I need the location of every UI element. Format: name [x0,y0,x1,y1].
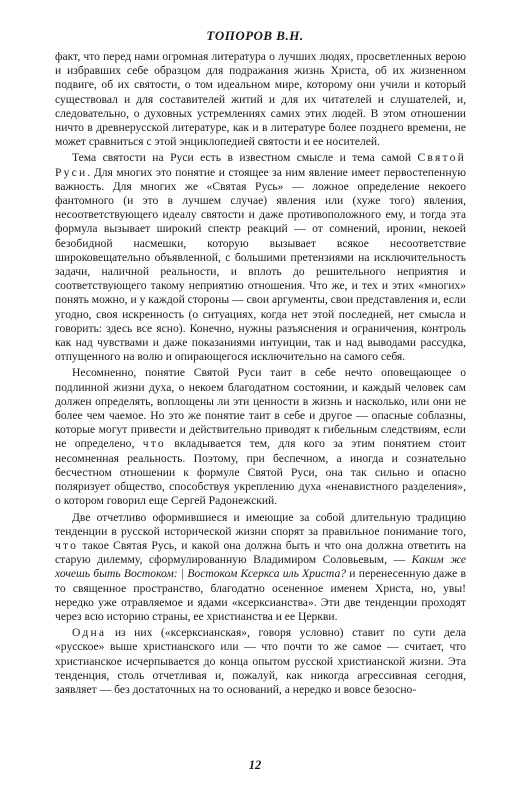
spaced-emphasis-chto-2: что [55,538,79,552]
paragraph-2-text-a: Тема святости на Руси есть в известном смысле и тема самой [72,151,418,165]
paragraph-3-text-b: вкладывается тем, для кого за этим понятием стоит несомненная реальность. Поэтому, при беспечном, а иногда и сознательно бесчестном отношении к формуле Святой Руси, она так сильно и опасно поляризует общество, способствуя укреплению духа «ненавистного разделения», о котором говорил еще Сергей Радонежский. [55,437,466,508]
spaced-emphasis-holy-rus: Святой Руси [55,151,466,179]
solovyov-quote: Каким же хочешь быть Востоком: | Востоком Ксеркса иль Христа? [55,553,466,581]
paragraph-4-text-a: Две отчетливо оформившиеся и имеющие за собой длительную традицию тенденции в русской исторической жизни спорят за правильное понимание того, [55,510,466,538]
running-header: ТОПОРОВ В.Н. [206,28,304,43]
paragraph-3 [55,366,466,508]
paragraph-5-text: из них («ксерксианская», говоря условно) ставит по сути дела «русское» выше христианского или — что почти то же самое — считает, что христианское исчерпывается до конца опытом русской христианской жизни. Эта тенденция, столь отчетливая и, пожалуй, как никогда агрессивная сегодня, заявляет — без достаточных на то оснований, а нередко и вовсе безосно- [55,626,466,696]
paragraph-4-text-c: и перенесенную даже в то священное пространство, благодатно осененное именем Христа, но, увы! нередко уже отравляемое и ядами «ксерксианства». Эти две тенденции проходят через всю историю страны, ее христианства и ее Церкви. [55,567,466,623]
paragraph-2-text-b: . Для многих это понятие и стоящее за ним явление имеет первостепенную важность. Для многих же «Святая Русь» — ложное определение некоего фантомного (и это в лучшем случае) явления или (хуже того) явления, несоответствующего идеалу святости и даже противоположного ему, и тогда эта формула вызывает широкий спектр реакций — от сомнений, иронии, некоей безобидной насмешки, которую вызывает всякое несоответствие широковещательно объявленной, с большими претензиями на исключительность задачи, наличной реальности, и вплоть до решительного неприятия и соответствующего такому неприятию отношения. Что же, и тех и этих «многих» понять можно, и у каждой стороны — свои аргументы, свои представления и, если угодно, своя искренность (о ситуациях, когда нет этой последней, нет смысла и говорить: здесь все ясно). Конечно, нужны разъяснения и ограничения, контроль как над чувствами и даже показаниями интуиции, так и над выводами рассудка, отпущенного на волю и опирающегося исключительно на самого себя. [55,165,466,364]
page-number: 12 [248,758,262,772]
body-text [55,50,466,697]
spaced-emphasis-odna: Одна [72,626,107,640]
paragraph-4 [55,511,466,625]
paragraph-4-text-b: такое Святая Русь, и какой она должна быть и что она должна ответить на старую дилемму, сформулированную Владимиром Соловьевым, — [55,538,466,567]
paragraph-5 [55,626,466,697]
paragraph-1: факт, что перед нами огромная литература о лучших людях, просветленных верою и избравших себе образцом для подражания жизнь Христа, об их жизненном подвиге, об их святости, о том идеальном мире, которому они учили и который существовал и для составителей житий и для их читателей и слушателей, и, следовательно, о духовных устремлениях самих этих людей. В этом отношении ничто в древнерусской литературе, как и в литературе более позднего времени, не может сравниться с этой энциклопедией святости и ее носителей. [55,50,466,149]
paragraph-3-text-a: Несомненно, понятие Святой Руси таит в себе нечто оповещающее о подлинной жизни духа, о некоем благодатном состоянии, и каждый человек сам должен определять, воплощены ли эти ценности в жизнь и насколько, или они не более чем чаемое. Но это же понятие таит в себе и другое — опасные соблазны, которые могут привести и действительно приводят к гибельным следствиям, если не определено, [55,366,466,451]
paragraph-2 [55,151,466,364]
spaced-emphasis-chto: что [142,437,166,451]
